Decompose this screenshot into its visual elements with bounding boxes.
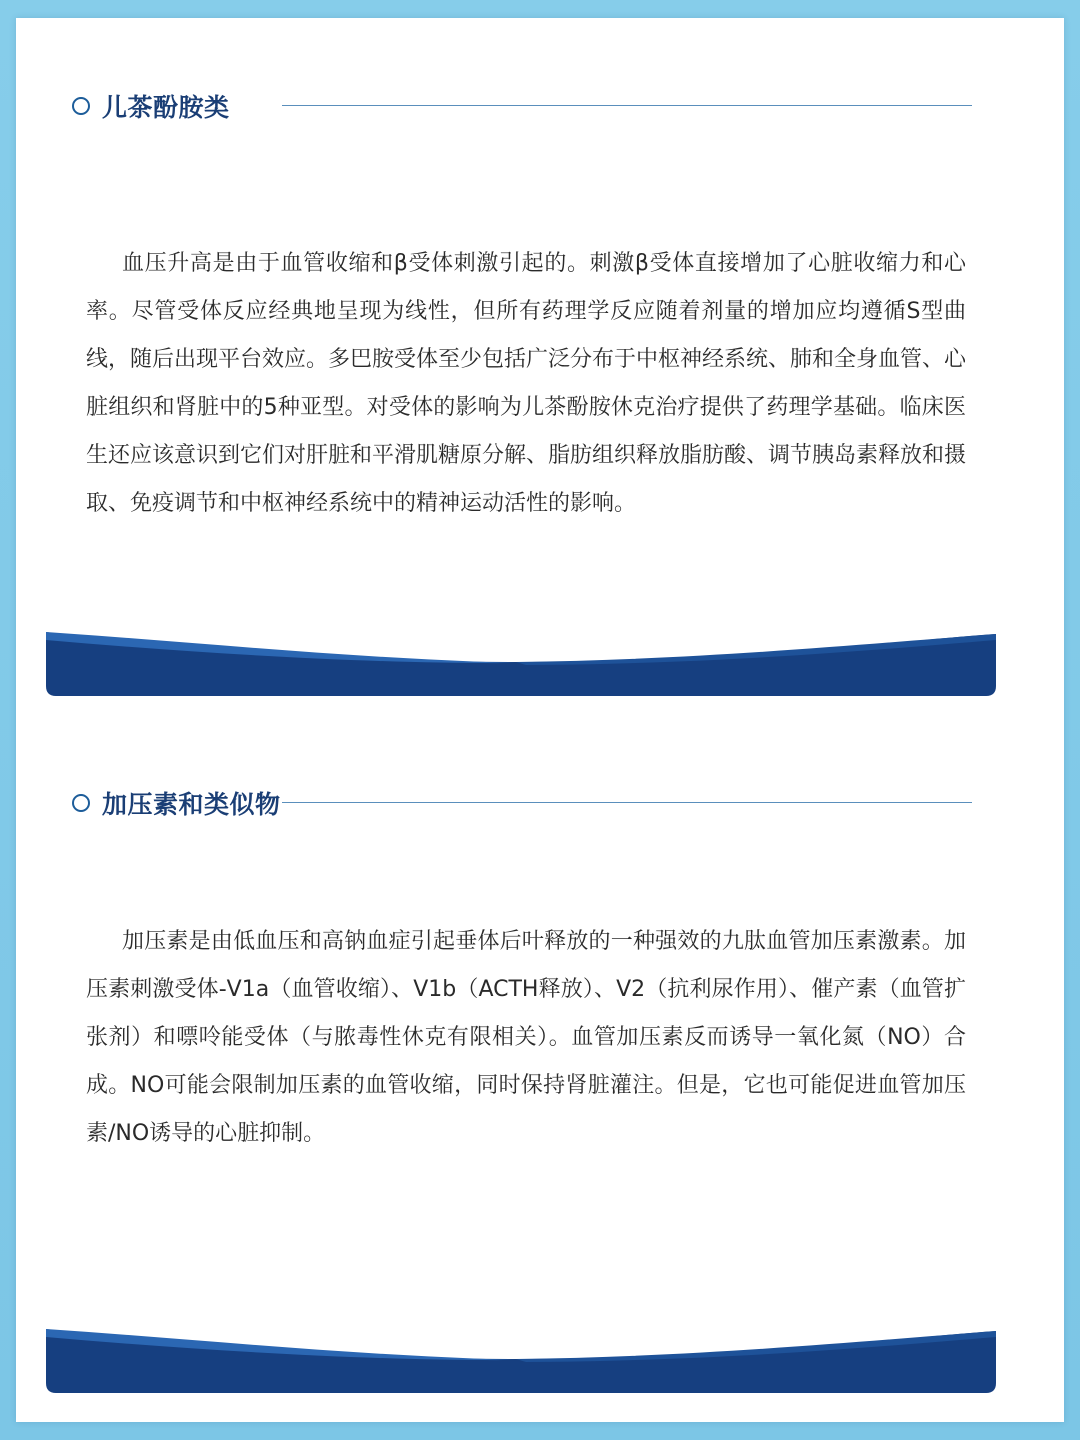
section-body-catecholamines: 血压升高是由于血管收缩和β受体刺激引起的。刺激β受体直接增加了心脏收缩力和心率。尽管受体反应经典地呈现为线性，但所有药理学反应随着剂量的增加应均遵循S型曲线，随后出现平台效应。多巴胺受体至少包括广泛分布于中枢神经系统、肺和全身血管、心脏组织和肾脏中的5种亚型。对受体的影响为儿茶酚胺休克治疗提供了药理学基础。临床医生还应该意识到它们对肝脏和平滑肌糖原分解、脂肪组织释放脂肪酸、调节胰岛素释放和摄取、免疫调节和中枢神经系统中的精神运动活性的影响。 (86, 251, 967, 516)
section-title: 儿茶酚胺类 (102, 93, 230, 122)
wave-banner (46, 630, 996, 696)
section-header-catecholamines (72, 86, 972, 126)
wave-banner (46, 1327, 996, 1393)
section-header-vasopressin (72, 783, 972, 823)
title-divider (282, 802, 972, 803)
ring-icon (72, 97, 90, 115)
content-card (16, 18, 1064, 1422)
section-body-vasopressin: 加压素是由低血压和高钠血症引起垂体后叶释放的一种强效的九肽血管加压素激素。加压素刺激受体-V1a（血管收缩）、V1b（ACTH释放）、V2（抗利尿作用）、催产素（血管扩张剂）和嘌呤能受体（与脓毒性休克有限相关）。血管加压素反而诱导一氧化氮（NO）合成。NO可能会限制加压素的血管收缩，同时保持肾脏灌注。但是，它也可能促进血管加压素/NO诱导的心脏抑制。 (86, 929, 966, 1146)
title-divider (282, 105, 972, 106)
section-title: 加压素和类似物 (102, 790, 281, 819)
ring-icon (72, 794, 90, 812)
